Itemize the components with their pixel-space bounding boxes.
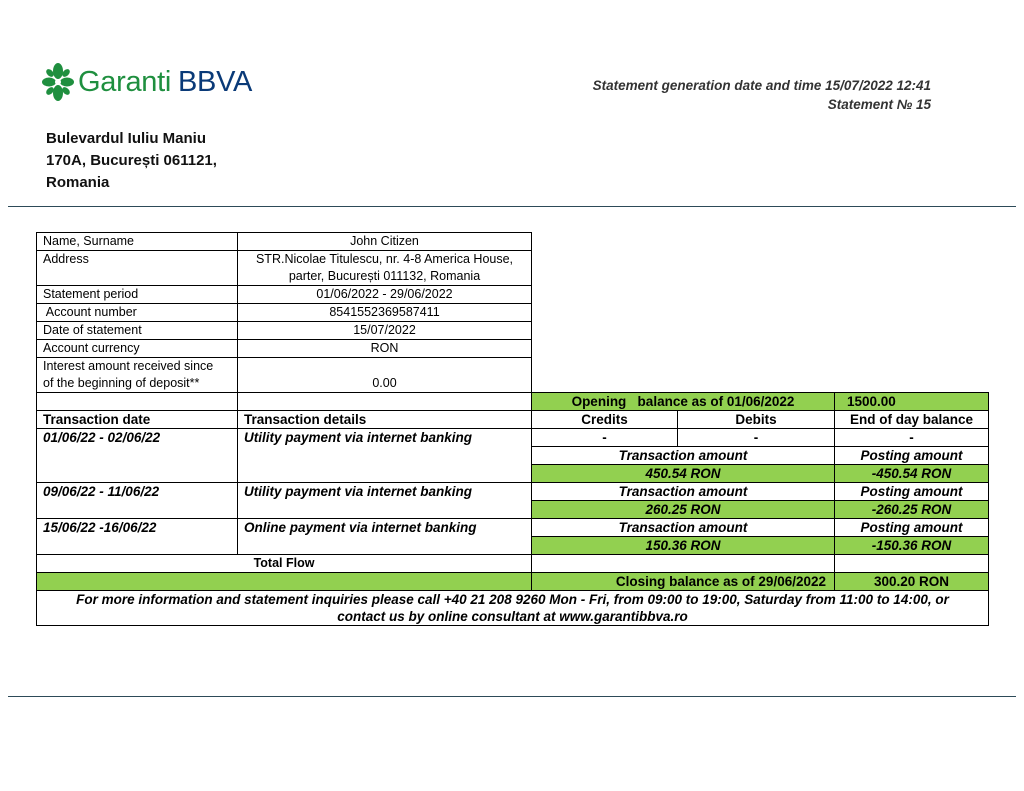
transaction-details: Online payment via internet banking bbox=[238, 519, 532, 555]
bank-address bbox=[46, 128, 217, 194]
footer-line2: contact us by online consultant at www.garantibbva.ro bbox=[337, 609, 688, 624]
posting-amount-label: Posting amount bbox=[835, 447, 989, 465]
transaction-amount: 450.54 RON bbox=[532, 465, 835, 483]
transaction-amount: 150.36 RON bbox=[532, 537, 835, 555]
bank-logo bbox=[42, 62, 252, 102]
col-header-debits: Debits bbox=[678, 411, 835, 429]
statement-number: Statement № 15 bbox=[827, 97, 931, 112]
generation-datetime: Statement generation date and time 15/07/2022 12:41 bbox=[592, 78, 931, 93]
closing-balance-label: Closing balance as of 29/06/2022 bbox=[532, 573, 835, 591]
eod-value: - bbox=[835, 429, 989, 447]
address-line1: STR.Nicolae Titulescu, nr. 4-8 America House, bbox=[255, 252, 514, 266]
posting-amount: -450.54 RON bbox=[835, 465, 989, 483]
statement-table bbox=[36, 232, 989, 626]
opening-balance-value: 1500.00 bbox=[835, 393, 989, 411]
transaction-amount-label: Transaction amount bbox=[532, 519, 835, 537]
logo-name-part2: BBVA bbox=[178, 65, 253, 98]
transaction-row bbox=[37, 429, 989, 447]
info-row-currency bbox=[37, 340, 989, 358]
posting-amount: -150.36 RON bbox=[835, 537, 989, 555]
posting-amount-label: Posting amount bbox=[835, 519, 989, 537]
info-label: Name, Surname bbox=[37, 233, 238, 251]
info-value: John Citizen bbox=[238, 233, 532, 251]
closing-balance-row bbox=[37, 573, 989, 591]
transaction-amount-label: Transaction amount bbox=[532, 447, 835, 465]
debits-value: - bbox=[678, 429, 835, 447]
info-label: Address bbox=[37, 251, 238, 286]
bottom-divider bbox=[8, 696, 1016, 697]
statement-meta bbox=[593, 76, 931, 114]
info-label: Date of statement bbox=[37, 322, 238, 340]
column-headers bbox=[37, 411, 989, 429]
total-flow-label: Total Flow bbox=[37, 555, 532, 573]
info-row-period bbox=[37, 286, 989, 304]
transaction-row bbox=[37, 519, 989, 537]
footer-row bbox=[37, 591, 989, 626]
footer-note bbox=[37, 591, 989, 626]
info-value: 8541552369587411 bbox=[238, 304, 532, 322]
col-header-date: Transaction date bbox=[37, 411, 238, 429]
closing-balance-value: 300.20 RON bbox=[835, 573, 989, 591]
info-value: 0.00 bbox=[238, 358, 532, 393]
info-value bbox=[238, 251, 532, 286]
bank-address-line2: 170A, București 061121, bbox=[46, 152, 217, 169]
transaction-date: 09/06/22 - 11/06/22 bbox=[37, 483, 238, 519]
transaction-row bbox=[37, 483, 989, 501]
info-label: Account number bbox=[37, 304, 238, 322]
info-value: 15/07/2022 bbox=[238, 322, 532, 340]
info-row-account bbox=[37, 304, 989, 322]
interest-label-line1: Interest amount received since bbox=[43, 359, 214, 373]
info-label: Statement period bbox=[37, 286, 238, 304]
logo-wordmark bbox=[78, 65, 253, 98]
top-divider bbox=[8, 206, 1016, 207]
col-header-credits: Credits bbox=[532, 411, 678, 429]
info-label: Account currency bbox=[37, 340, 238, 358]
footer-line1: For more information and statement inquiries please call +40 21 208 9260 Mon - Fri, from 09:00 to 19:00, Saturday from 11:00 to 14:00, or bbox=[76, 592, 949, 607]
bank-address-line1: Bulevardul Iuliu Maniu bbox=[46, 130, 207, 147]
info-row-address bbox=[37, 251, 989, 286]
posting-amount-label: Posting amount bbox=[835, 483, 989, 501]
info-value: 01/06/2022 - 29/06/2022 bbox=[238, 286, 532, 304]
clover-icon bbox=[42, 62, 74, 102]
info-label bbox=[37, 358, 238, 393]
total-flow-row bbox=[37, 555, 989, 573]
transaction-amount: 260.25 RON bbox=[532, 501, 835, 519]
address-line2: parter, București 011132, Romania bbox=[288, 269, 481, 283]
transaction-details: Utility payment via internet banking bbox=[238, 483, 532, 519]
transaction-date: 01/06/22 - 02/06/22 bbox=[37, 429, 238, 483]
posting-amount: -260.25 RON bbox=[835, 501, 989, 519]
info-value: RON bbox=[238, 340, 532, 358]
opening-balance-label: Opening balance as of 01/06/2022 bbox=[532, 393, 835, 411]
info-row-interest bbox=[37, 358, 989, 393]
credits-value: - bbox=[532, 429, 678, 447]
transaction-amount-label: Transaction amount bbox=[532, 483, 835, 501]
bank-address-line3: Romania bbox=[46, 174, 110, 191]
transaction-date: 15/06/22 -16/06/22 bbox=[37, 519, 238, 555]
interest-label-line2: of the beginning of deposit** bbox=[43, 376, 200, 390]
logo-name-part1: Garanti bbox=[78, 65, 171, 98]
opening-balance-row bbox=[37, 393, 989, 411]
col-header-details: Transaction details bbox=[238, 411, 532, 429]
col-header-eod: End of day balance bbox=[835, 411, 989, 429]
transaction-details: Utility payment via internet banking bbox=[238, 429, 532, 483]
info-row-name bbox=[37, 233, 989, 251]
info-row-date bbox=[37, 322, 989, 340]
